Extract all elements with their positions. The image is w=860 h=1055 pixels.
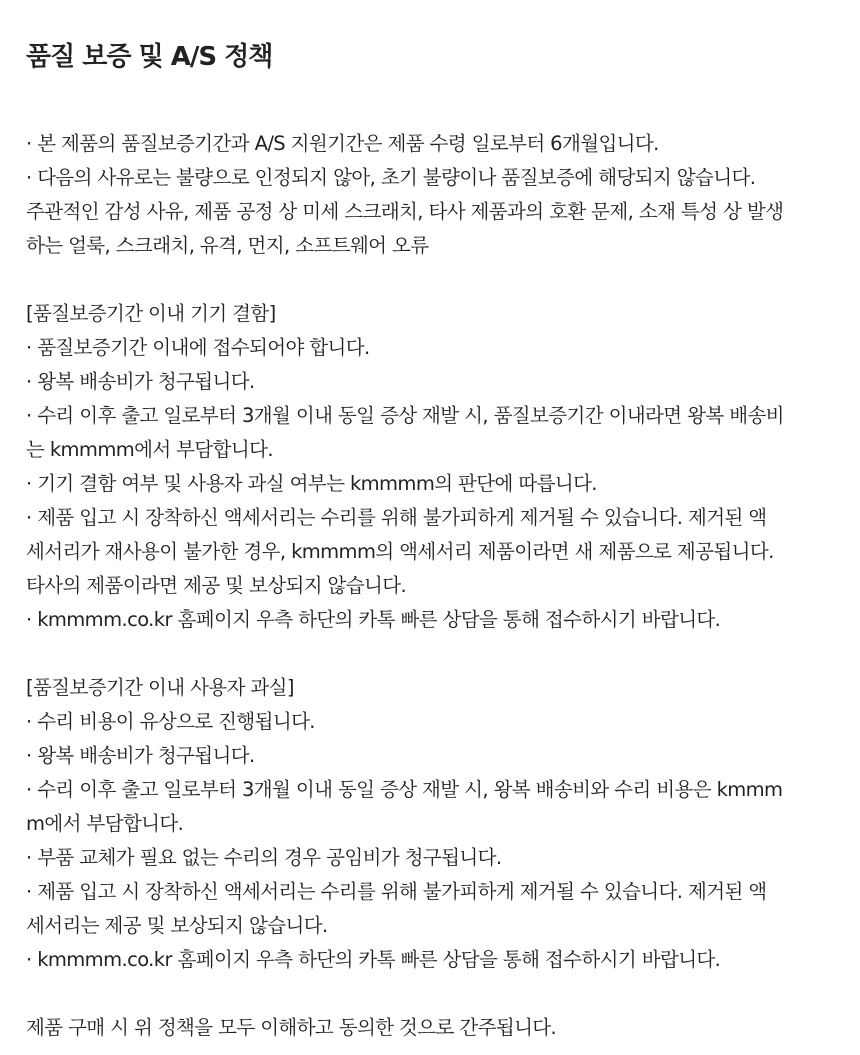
intro-line: 주관적인 감성 사유, 제품 공정 상 미세 스크래치, 타사 제품과의 호환 문제, 소재 특성 상 발생 xyxy=(26,200,784,223)
section-line: · 수리 이후 출고 일로부터 3개월 이내 동일 증상 재발 시, 품질보증기간 이내라면 왕복 배송비 xyxy=(26,404,784,427)
closing-statement: 제품 구매 시 위 정책을 모두 이해하고 동의한 것으로 간주됩니다. xyxy=(26,1016,557,1039)
user-fault-section xyxy=(26,671,834,977)
section-line: 는 kmmmm에서 부담합니다. xyxy=(26,438,273,461)
spacer xyxy=(26,977,834,1011)
section-line: · 품질보증기간 이내에 접수되어야 합니다. xyxy=(26,336,370,359)
section-line: 타사의 제품이라면 제공 및 보상되지 않습니다. xyxy=(26,574,407,597)
intro-line: 하는 얼룩, 스크래치, 유격, 먼지, 소프트웨어 오류 xyxy=(26,234,429,257)
section-line: m에서 부담합니다. xyxy=(26,812,184,835)
section-line: 세서리는 제공 및 보상되지 않습니다. xyxy=(26,914,328,937)
section-heading: [품질보증기간 이내 사용자 과실] xyxy=(26,676,294,699)
intro-block xyxy=(26,127,834,263)
policy-content xyxy=(26,127,834,1045)
section-line: · 수리 이후 출고 일로부터 3개월 이내 동일 증상 재발 시, 왕복 배송비와 수리 비용은 kmmm xyxy=(26,778,783,801)
page-title: 품질 보증 및 A/S 정책 xyxy=(26,42,273,72)
intro-line: · 본 제품의 품질보증기간과 A/S 지원기간은 제품 수령 일로부터 6개월입니다. xyxy=(26,132,659,155)
section-line: · 수리 비용이 유상으로 진행됩니다. xyxy=(26,710,315,733)
section-heading: [품질보증기간 이내 기기 결함] xyxy=(26,302,276,325)
intro-line: · 다음의 사유로는 불량으로 인정되지 않아, 초기 불량이나 품질보증에 해당되지 않습니다. xyxy=(26,166,756,189)
section-line: · 부품 교체가 필요 없는 수리의 경우 공임비가 청구됩니다. xyxy=(26,846,502,869)
section-line: · kmmmm.co.kr 홈페이지 우측 하단의 카톡 빠른 상담을 통해 접수하시기 바랍니다. xyxy=(26,608,721,631)
defect-section xyxy=(26,297,834,637)
section-line: · 기기 결함 여부 및 사용자 과실 여부는 kmmmm의 판단에 따릅니다. xyxy=(26,472,597,495)
section-line: 세서리가 재사용이 불가한 경우, kmmmm의 액세서리 제품이라면 새 제품으로 제공됩니다. xyxy=(26,540,774,563)
section-line: · 제품 입고 시 장착하신 액세서리는 수리를 위해 불가피하게 제거될 수 있습니다. 제거된 액 xyxy=(26,880,767,903)
section-line: · 왕복 배송비가 청구됩니다. xyxy=(26,370,255,393)
section-line: · 제품 입고 시 장착하신 액세서리는 수리를 위해 불가피하게 제거될 수 있습니다. 제거된 액 xyxy=(26,506,767,529)
section-line: · 왕복 배송비가 청구됩니다. xyxy=(26,744,255,767)
spacer xyxy=(26,637,834,671)
section-line: · kmmmm.co.kr 홈페이지 우측 하단의 카톡 빠른 상담을 통해 접수하시기 바랍니다. xyxy=(26,948,721,971)
spacer xyxy=(26,263,834,297)
